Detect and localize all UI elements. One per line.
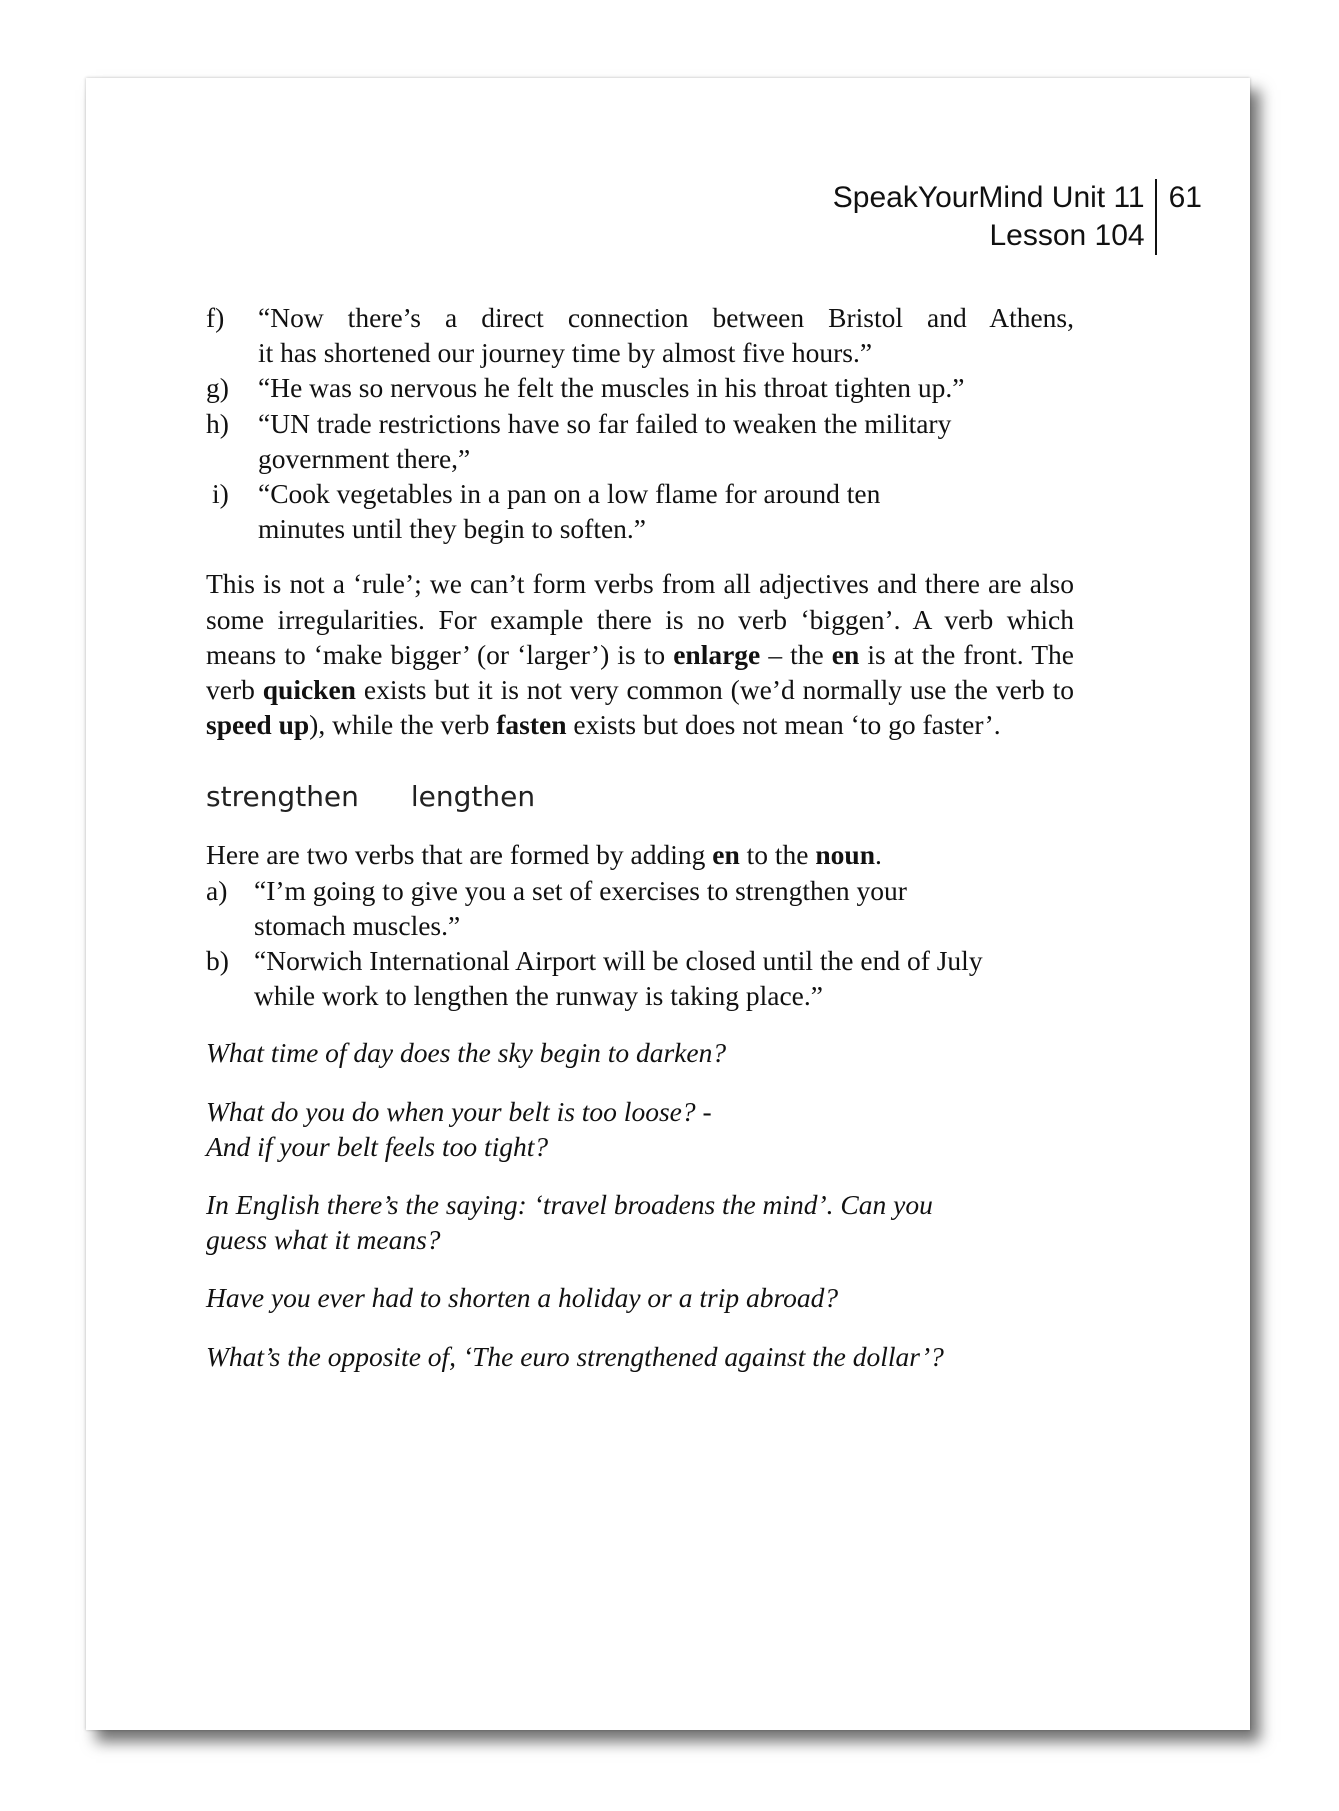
intro-text: . (875, 839, 882, 871)
header-unit-title: SpeakYourMind Unit 11 (832, 181, 1145, 214)
list-item-line: “UN trade restrictions have so far failed to weaken the military (258, 407, 952, 439)
intro-sentence (206, 837, 1074, 872)
list-item-line: “Norwich International Airport will be closed until the end of July (254, 945, 983, 977)
page-number: 61 (1168, 181, 1202, 214)
discussion-question (206, 1094, 1074, 1164)
section-heading (206, 779, 1074, 815)
bold-term: en (831, 638, 860, 670)
list-item-line: “He was so nervous he felt the muscles in his throat tighten up.” (258, 372, 965, 404)
list-item-line: while work to lengthen the runway is taking place.” (254, 980, 823, 1012)
question-line: What’s the opposite of, ‘The euro strengthened against the dollar’? (206, 1340, 944, 1372)
list-item (206, 300, 1074, 370)
header-lesson-title: Lesson 104 (989, 219, 1145, 252)
intro-text: Here are two verbs that are formed by adding (206, 839, 713, 871)
paragraph-text: This is not a ‘rule’; we can’t form verbs from all adjectives and there are also some irregularities. For example there is no verb ‘biggen’. A verb which means to ‘make bigger’ (or ‘larger’) is to (206, 568, 1074, 670)
list-marker: f) (206, 302, 225, 333)
list-item-line: “Cook vegetables in a pan on a low flame for around ten (258, 478, 881, 510)
discussion-question (206, 1280, 1074, 1315)
paragraph-text: is at the front. The verb (206, 638, 1074, 706)
list-item-line: “I’m going to give you a set of exercises to strengthen your (254, 874, 907, 906)
list-marker: a) (206, 874, 228, 906)
question-line: Have you ever had to shorten a holiday or a trip abroad? (206, 1282, 839, 1314)
question-line: What do you do when your belt is too loose? - (206, 1095, 712, 1127)
list-item (206, 873, 1074, 943)
question-line: guess what it means? (206, 1224, 441, 1256)
question-line: What time of day does the sky begin to darken? (206, 1037, 727, 1069)
question-line: And if your belt feels too tight? (206, 1130, 549, 1162)
list-marker: b) (206, 945, 229, 977)
list-marker: i) (212, 478, 229, 510)
list-item (206, 476, 1074, 546)
list-marker: g) (206, 372, 229, 404)
list-item-line: government there,” (258, 442, 471, 474)
discussion-question (206, 1339, 1074, 1374)
page-content (206, 300, 1074, 1374)
list-item (206, 943, 1074, 1013)
list-item-line: it has shortened our journey time by almost five hours.” (258, 337, 873, 369)
book-page (86, 78, 1250, 1730)
bold-term: quicken (262, 674, 356, 706)
heading-word: strengthen (206, 780, 359, 814)
list-marker: h) (206, 407, 229, 439)
question-line: In English there’s the saying: ‘travel broadens the mind’. Can you (206, 1189, 933, 1221)
examples-list-1 (206, 300, 1074, 546)
bold-term: enlarge (673, 638, 761, 670)
discussion-question (206, 1187, 1074, 1257)
paragraph-text: ), while the verb (309, 709, 497, 741)
examples-list-2 (206, 873, 1074, 1014)
bold-term: speed up (206, 709, 310, 741)
paragraph-text: exists but it is not very common (we’d normally use the verb to (355, 674, 1074, 706)
list-item-line: minutes until they begin to soften.” (258, 513, 646, 545)
heading-word: lengthen (410, 780, 536, 814)
page-header (833, 179, 1202, 255)
header-title-block (833, 179, 1157, 255)
bold-term: noun (815, 839, 876, 871)
bold-term: fasten (496, 709, 567, 741)
paragraph-text: – the (760, 638, 832, 670)
paragraph-text: exists but does not mean ‘to go faster’. (566, 709, 1001, 741)
list-item-line: “Now there’s a direct connection between Bristol and Athens, (258, 302, 1074, 333)
list-item (206, 370, 1074, 405)
discussion-question (206, 1035, 1074, 1070)
list-item-line: stomach muscles.” (254, 909, 461, 941)
intro-text: to the (739, 839, 816, 871)
list-item (206, 406, 1074, 476)
explanation-paragraph (206, 566, 1074, 742)
bold-term: en (712, 839, 740, 871)
